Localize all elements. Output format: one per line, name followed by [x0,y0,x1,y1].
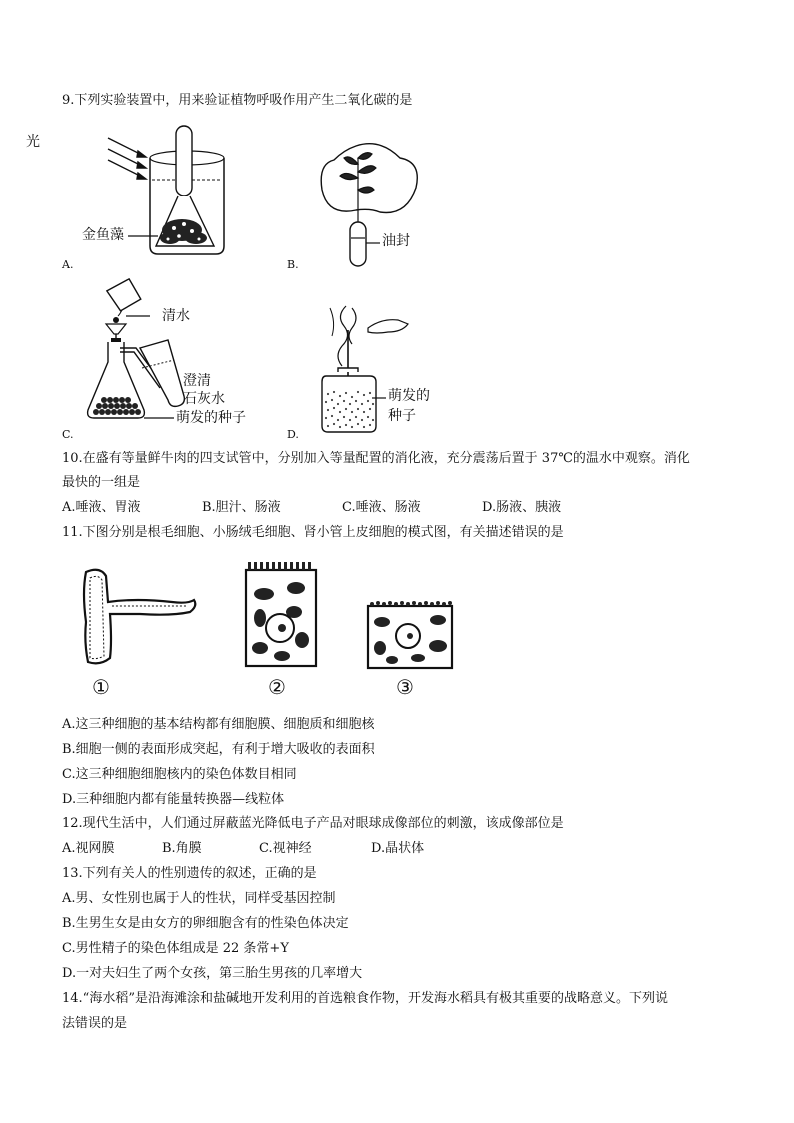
q12-options [62,840,424,858]
q9-stem: 9.下列实验装置中，用来验证植物呼吸作用产生二氧化碳的是 [62,93,413,108]
q12-option-d[interactable]: D.晶状体 [371,841,425,856]
figure-c-lime-label-1: 澄清 [183,373,211,389]
q11-option-b[interactable]: B.细胞一侧的表面形成突起，有利于增大吸收的表面积 [62,742,375,757]
q12-stem: 12.现代生活中，人们通过屏蔽蓝光降低电子产品对眼球成像部位的刺激，该成像部位是 [62,816,564,831]
figure-a-plant-label: 金鱼藻 [82,227,124,243]
cell-label-3: ③ [396,675,414,699]
q12-option-b[interactable]: B.角膜 [162,841,202,856]
figure-root-hair-cell [76,562,206,672]
q11-option-a[interactable]: A.这三种细胞的基本结构都有细胞膜、细胞质和细胞核 [62,717,375,732]
q14-stem-line-2: 法错误的是 [62,1016,128,1031]
figure-a-aquarium [62,118,232,270]
cell-label-2: ② [268,675,286,699]
q10-option-c[interactable]: C.唾液、肠液 [342,500,421,515]
q11-option-c[interactable]: C.这三种细胞细胞核内的染色体数目相同 [62,767,297,782]
figure-intestinal-villus-cell [242,556,322,672]
q10-option-d[interactable]: D.肠液、胰液 [482,500,562,515]
figure-d-seeds-label-1: 萌发的 [388,388,430,404]
figure-c-lime-label-2: 石灰水 [183,391,225,407]
q12-option-a[interactable]: A.视网膜 [62,841,115,856]
q13-option-a[interactable]: A.男、女性别也属于人的性状，同样受基因控制 [62,891,336,906]
figure-c-option-label: C. [62,428,74,441]
q10-stem-line-1: 10.在盛有等量鲜牛肉的四支试管中，分别加入等量配置的消化液，充分震荡后置于 37℃的温水中观察。消化 [62,451,690,466]
q13-option-c[interactable]: C.男性精子的染色体组成是 22 条常+Y [62,941,289,956]
q11-option-d[interactable]: D.三种细胞内都有能量转换器—线粒体 [62,792,285,807]
figure-a-light-label: 光 [26,134,40,150]
figure-d-seeds-label-2: 种子 [388,408,416,424]
figure-c-seeds-label: 萌发的种子 [176,410,246,426]
figure-a-option-label: A. [62,258,74,271]
q13-option-d[interactable]: D.一对夫妇生了两个女孩，第三胎生男孩的几率增大 [62,966,363,981]
figure-b-oil-label: 油封 [382,233,410,249]
figure-d-option-label: D. [287,428,299,441]
q11-stem: 11.下图分别是根毛细胞、小肠绒毛细胞、肾小管上皮细胞的模式图，有关描述错误的是 [62,525,564,540]
figure-c-water-label: 清水 [162,308,190,324]
figure-b-plant-bag [310,128,440,270]
figure-kidney-tubule-cell [362,596,458,672]
q13-option-b[interactable]: B.生男生女是由女方的卵细胞含有的性染色体决定 [62,916,349,931]
q12-option-c[interactable]: C.视神经 [259,841,312,856]
q14-stem-line-1: 14.“海水稻”是沿海滩涂和盐碱地开发利用的首选粮食作物，开发海水稻具有极其重要的战略意义。下列说 [62,991,668,1006]
q10-option-b[interactable]: B.胆汁、肠液 [202,500,281,515]
q10-option-a[interactable]: A.唾液、胃液 [62,500,141,515]
figure-b-option-label: B. [287,258,299,271]
q10-options [62,499,561,517]
cell-label-1: ① [92,675,110,699]
q10-stem-line-2: 最快的一组是 [62,475,141,490]
q13-stem: 13.下列有关人的性别遗传的叙述，正确的是 [62,866,317,881]
